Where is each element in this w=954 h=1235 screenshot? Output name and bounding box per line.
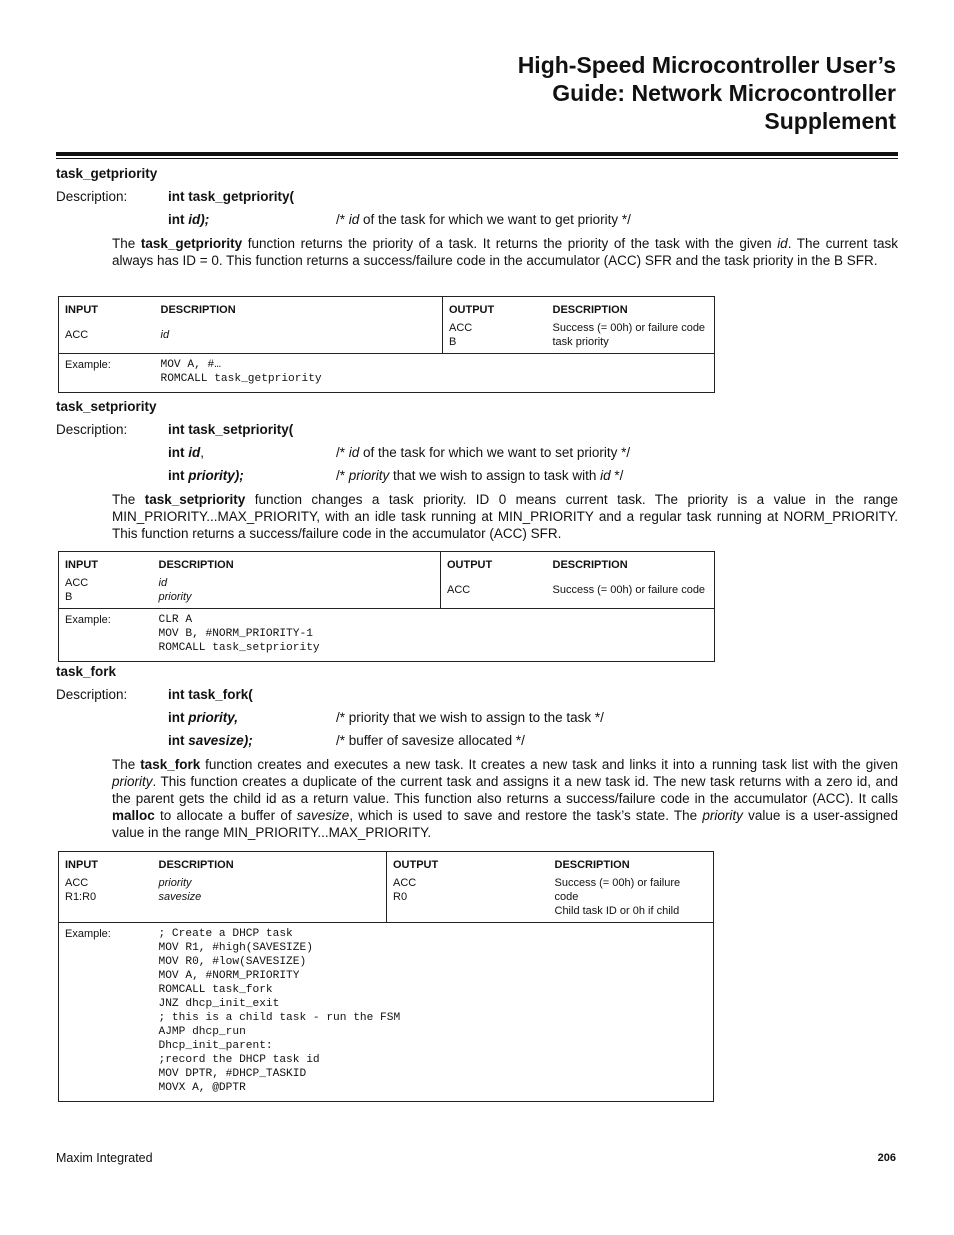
header-rule-thin bbox=[56, 158, 898, 159]
output-descriptions bbox=[547, 319, 715, 354]
code-example: CLR A MOV B, #NORM_PRIORITY-1 ROMCALL task_setpriority bbox=[158, 614, 320, 654]
param-type: int bbox=[168, 733, 189, 748]
param-comment: /* priority that we wish to assign to the task */ bbox=[336, 710, 604, 725]
input-register: ACC bbox=[65, 329, 89, 341]
header-description: DESCRIPTION bbox=[554, 859, 630, 871]
param-type: int bbox=[168, 212, 189, 227]
signature-line-1: int task_fork( bbox=[168, 687, 253, 702]
output-register: R0 bbox=[393, 891, 408, 903]
param-ref: priority bbox=[702, 808, 743, 823]
param-table-getpriority bbox=[58, 296, 715, 393]
output-register: ACC bbox=[449, 322, 473, 334]
description-paragraph bbox=[112, 756, 898, 841]
output-registers bbox=[387, 874, 549, 923]
comment-param: priority bbox=[348, 468, 390, 483]
comment-end: */ bbox=[610, 468, 624, 483]
output-description: Success (= 00h) or failure code bbox=[554, 877, 681, 903]
header-output: OUTPUT bbox=[441, 552, 547, 575]
title-line-1: High-Speed Microcontroller User’s bbox=[517, 52, 896, 78]
output-register: ACC bbox=[441, 574, 547, 609]
header-input: INPUT bbox=[65, 304, 98, 316]
param-name: id); bbox=[188, 212, 210, 227]
output-description: task priority bbox=[552, 336, 609, 348]
comment-prefix: /* bbox=[336, 468, 349, 483]
footer-company: Maxim Integrated bbox=[56, 1151, 153, 1165]
param-ref: savesize bbox=[296, 808, 350, 823]
param-type: int bbox=[168, 445, 189, 460]
text: The bbox=[112, 236, 141, 251]
function-name: task_getpriority bbox=[140, 236, 243, 251]
param-comment: /* buffer of savesize allocated */ bbox=[336, 733, 525, 748]
param-type: int bbox=[168, 710, 189, 725]
comment-param: id bbox=[348, 445, 360, 460]
param-comment bbox=[336, 468, 623, 483]
text: value is a user-assigned value in the range MIN_PRIORITY...MAX_PRIORITY. bbox=[112, 808, 898, 840]
description-label: Description: bbox=[56, 687, 128, 702]
output-description: Child task ID or 0h if child bbox=[554, 905, 680, 917]
text: function creates and executes a new task. It creates a new task and links it into a running task list with the given bbox=[200, 757, 898, 772]
param-type: int bbox=[168, 468, 189, 483]
input-description: id bbox=[158, 577, 168, 589]
header-description: DESCRIPTION bbox=[158, 859, 234, 871]
signature-line-2 bbox=[168, 710, 238, 725]
param-name: priority); bbox=[188, 468, 244, 483]
text: function changes a task priority. ID 0 means current task. The priority is a value in the range MIN_PRIORITY...MAX_PRIORITY, with an idle task running at MIN_PRIORITY and a regular task running at NORM_PRIORITY. This function returns a success/failure code in the accumulator (ACC) SFR. bbox=[112, 492, 898, 541]
comment-mid: that we wish to assign to task with bbox=[389, 468, 601, 483]
header-description: DESCRIPTION bbox=[552, 559, 628, 571]
header-rule-thick bbox=[56, 152, 898, 156]
code-example: MOV A, #… ROMCALL task_getpriority bbox=[160, 359, 322, 385]
comment-prefix: /* bbox=[336, 212, 349, 227]
header-description: DESCRIPTION bbox=[158, 559, 234, 571]
input-descriptions bbox=[153, 874, 387, 923]
signature-line-1: int task_setpriority( bbox=[168, 422, 294, 437]
function-name: task_fork bbox=[140, 757, 201, 772]
example-label: Example: bbox=[59, 354, 155, 393]
param-comment bbox=[336, 212, 631, 227]
text: . The current task always has ID = 0. This function returns a success/failure code in the accumulator (ACC) SFR and the task priority in the B SFR. bbox=[112, 236, 899, 268]
param-ref: priority bbox=[112, 774, 153, 789]
section-title-task-setpriority: task_setpriority bbox=[56, 399, 157, 414]
param-comment bbox=[336, 445, 630, 460]
comment-rest: of the task for which we want to set priority */ bbox=[359, 445, 631, 460]
param-name: savesize); bbox=[188, 733, 253, 748]
output-registers bbox=[443, 319, 547, 354]
text: The bbox=[112, 757, 141, 772]
input-descriptions bbox=[153, 574, 441, 609]
input-register: R1:R0 bbox=[65, 891, 97, 903]
signature-line-2 bbox=[168, 212, 209, 227]
text: The bbox=[112, 492, 145, 507]
example-label: Example: bbox=[59, 609, 153, 662]
text: to allocate a buffer of bbox=[154, 808, 297, 823]
param-name: id bbox=[188, 445, 201, 460]
header-output: OUTPUT bbox=[387, 852, 549, 875]
input-description: priority bbox=[158, 591, 192, 603]
output-description: Success (= 00h) or failure code bbox=[552, 322, 706, 334]
text: , which is used to save and restore the task’s state. The bbox=[349, 808, 703, 823]
comment-rest: of the task for which we want to get priority */ bbox=[359, 212, 631, 227]
signature-line-3 bbox=[168, 468, 244, 483]
input-registers bbox=[59, 574, 153, 609]
description-label: Description: bbox=[56, 422, 128, 437]
input-register: B bbox=[65, 591, 73, 603]
output-register: ACC bbox=[393, 877, 417, 889]
section-title-task-fork: task_fork bbox=[56, 664, 117, 679]
function-name: task_setpriority bbox=[144, 492, 246, 507]
header-description: DESCRIPTION bbox=[552, 304, 628, 316]
output-register: B bbox=[449, 336, 457, 348]
description-paragraph bbox=[112, 235, 898, 269]
param-ref: id bbox=[777, 236, 788, 251]
function-name: malloc bbox=[112, 808, 155, 823]
comment-prefix: /* bbox=[336, 445, 349, 460]
param-table-fork bbox=[58, 851, 714, 1102]
output-description: Success (= 00h) or failure code bbox=[552, 584, 706, 596]
header-input: INPUT bbox=[65, 859, 98, 871]
param-table-setpriority bbox=[58, 551, 715, 662]
input-registers bbox=[59, 874, 153, 923]
example-label: Example: bbox=[59, 923, 153, 1102]
signature-line-1: int task_getpriority( bbox=[168, 189, 295, 204]
comment-param: id bbox=[348, 212, 360, 227]
input-register: ACC bbox=[65, 877, 89, 889]
input-description: savesize bbox=[158, 891, 202, 903]
page-number: 206 bbox=[877, 1152, 896, 1164]
text: . This function creates a duplicate of the current task and assigns it a new task id. The new task returns with a zero id, and the parent gets the child id as a return value. This function also returns a success/failure code in the accumulator (ACC). It calls bbox=[112, 774, 898, 806]
title-line-3: Supplement bbox=[764, 108, 896, 134]
header-output: OUTPUT bbox=[443, 297, 547, 320]
param-name: priority, bbox=[188, 710, 239, 725]
input-description: priority bbox=[158, 877, 192, 889]
title-line-2: Guide: Network Microcontroller bbox=[552, 80, 896, 106]
comment-param: id bbox=[600, 468, 611, 483]
output-descriptions bbox=[549, 874, 714, 923]
header-input: INPUT bbox=[65, 559, 98, 571]
signature-line-2 bbox=[168, 445, 204, 460]
description-label: Description: bbox=[56, 189, 128, 204]
input-register: ACC bbox=[65, 577, 89, 589]
code-example: ; Create a DHCP task MOV R1, #high(SAVESIZE) MOV R0, #low(SAVESIZE) MOV A, #NORM_PRIORITY ROMCALL task_fork JNZ dhcp_init_exit ; this is a child task - run the FSM AJMP dhcp_run Dhcp_init_parent: ;record the DHCP task id MOV DPTR, #DHCP_TASKID MOVX A, @DPTR bbox=[158, 928, 401, 1094]
section-title-task-getpriority: task_getpriority bbox=[56, 166, 158, 181]
description-paragraph bbox=[112, 491, 898, 542]
input-description: id bbox=[160, 329, 170, 341]
param-separator: , bbox=[200, 445, 205, 460]
text: function returns the priority of a task. It returns the priority of the task with the given bbox=[242, 236, 778, 251]
page-title bbox=[336, 51, 896, 135]
signature-line-3 bbox=[168, 733, 253, 748]
header-description: DESCRIPTION bbox=[160, 304, 236, 316]
